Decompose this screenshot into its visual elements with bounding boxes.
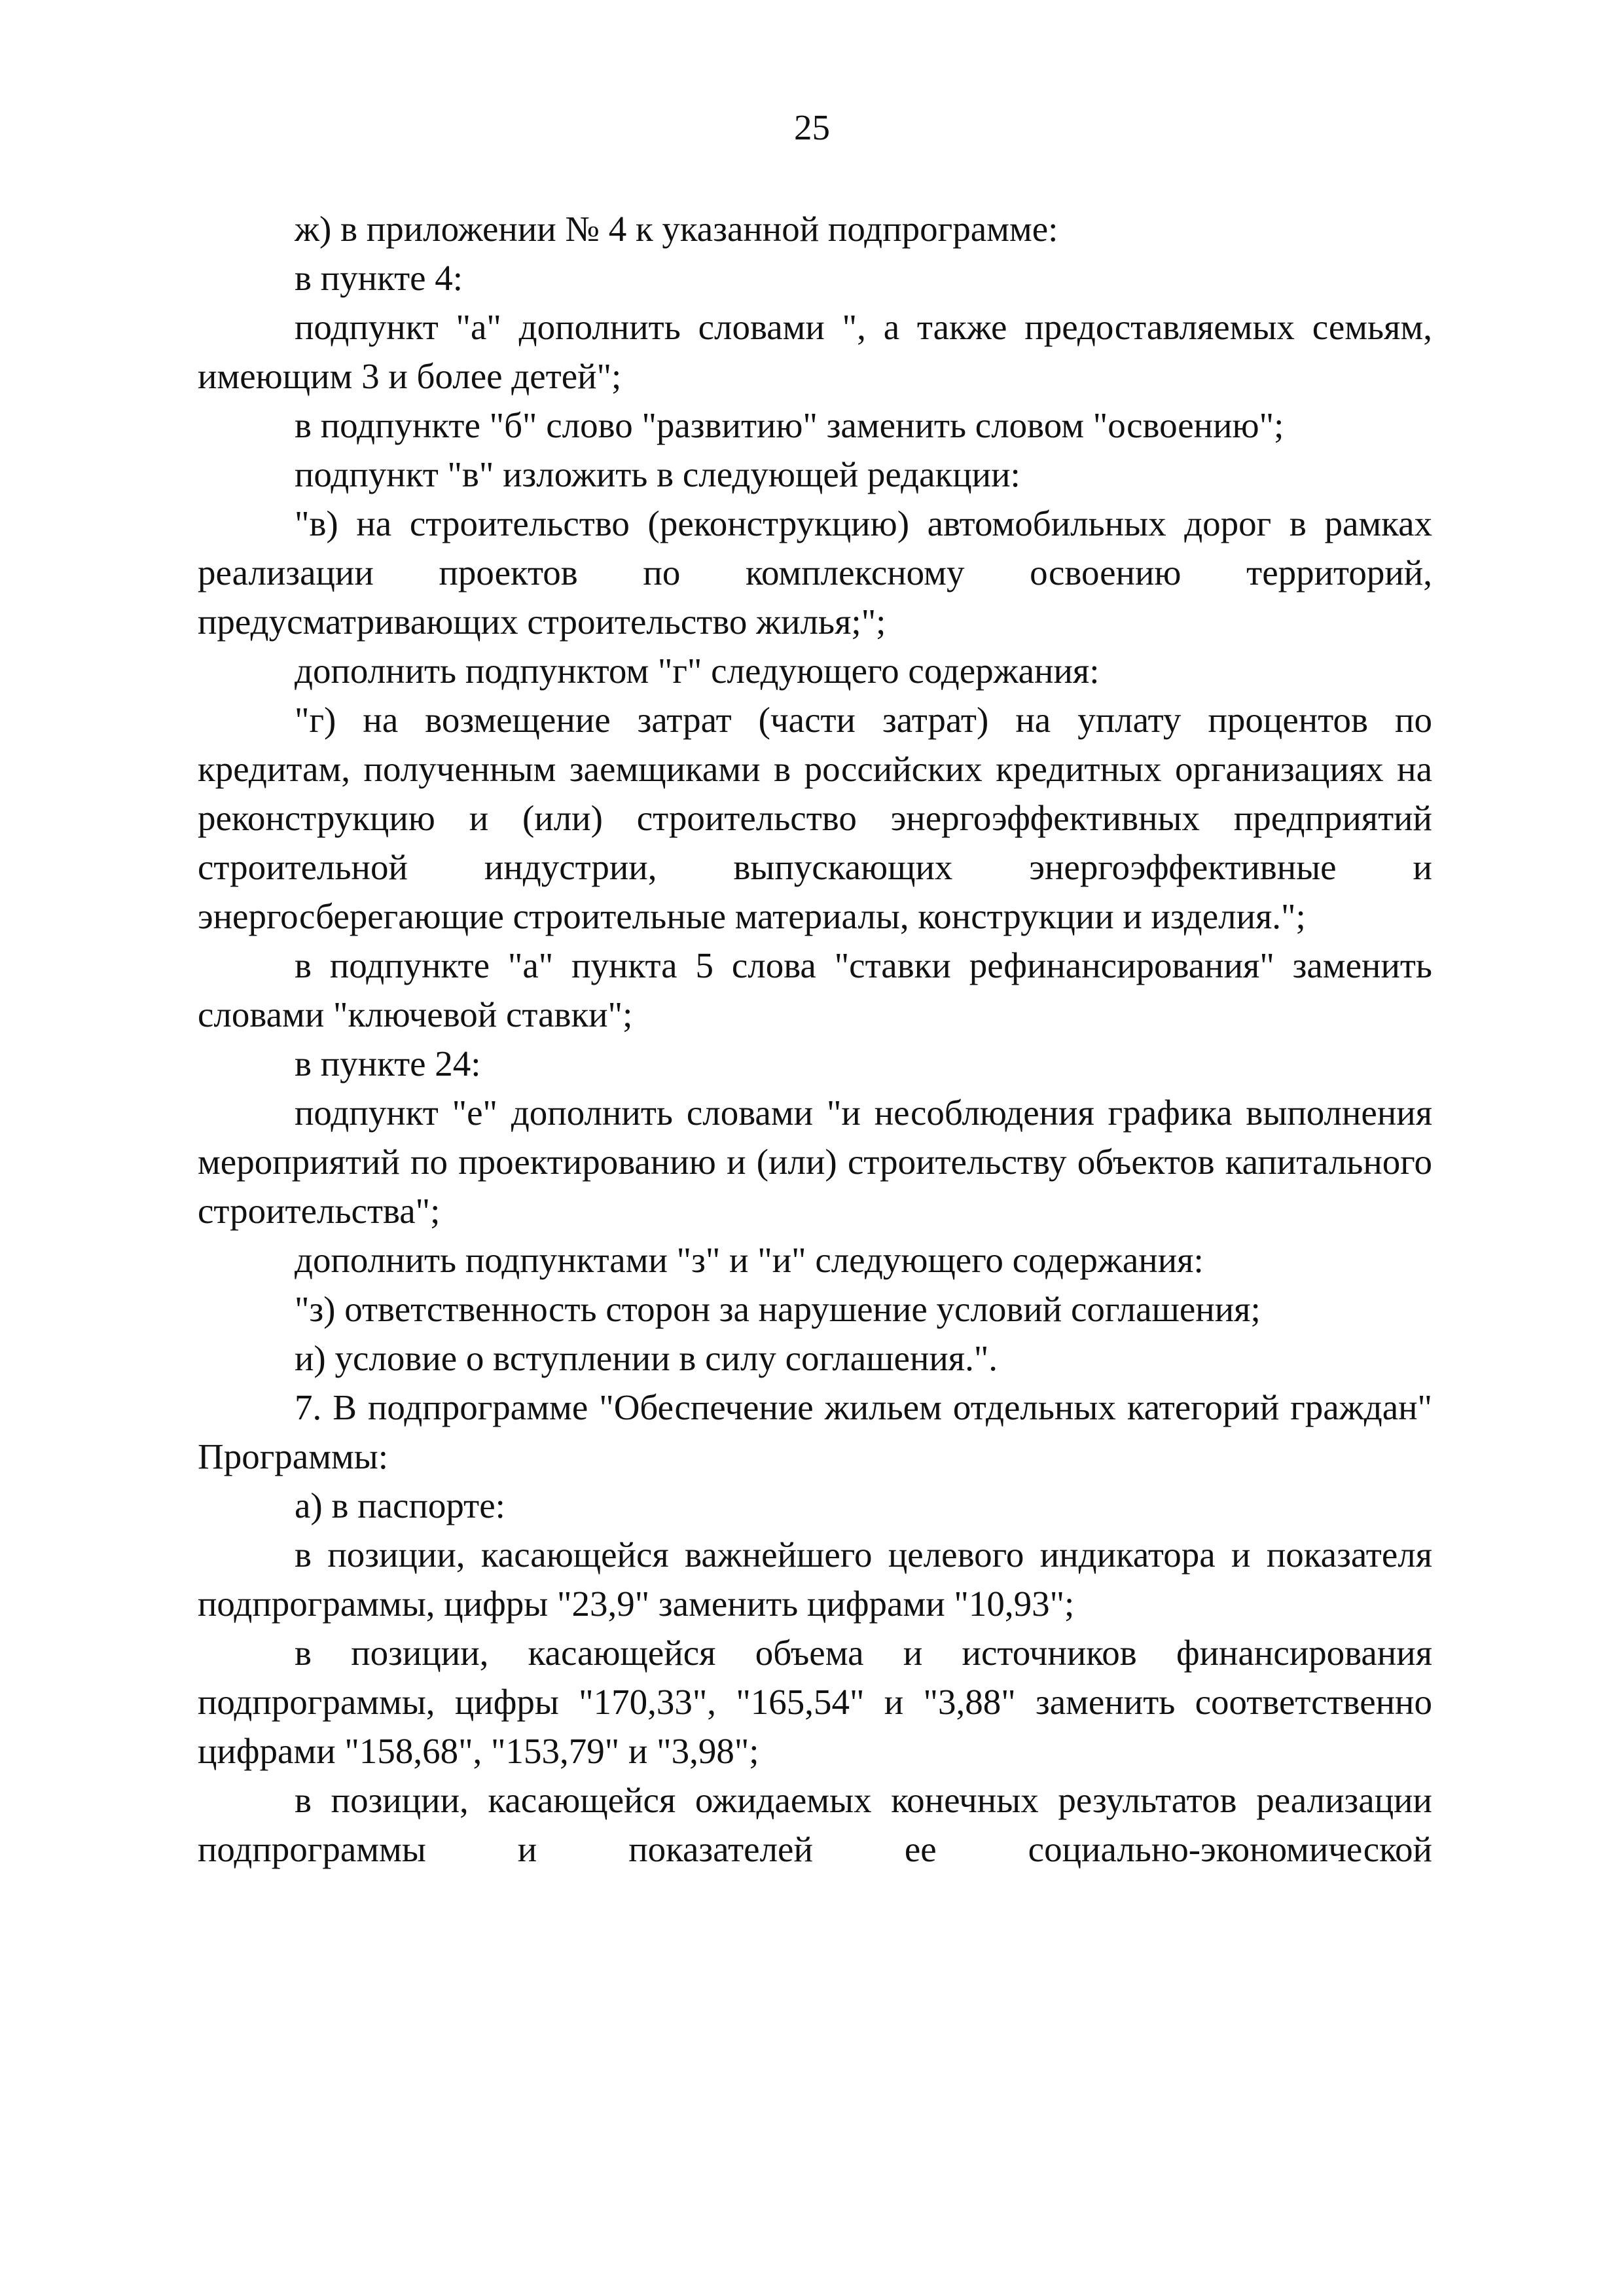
paragraph: "в) на строительство (реконструкцию) автомобильных дорог в рамках реализации проектов по комплексному освоению территорий, предусматривающих строительство жилья;"; (198, 503, 1432, 642)
paragraph: подпункт "е" дополнить словами "и несоблюдения графика выполнения мероприятий по проектированию и (или) строительству объектов капитального строительства"; (198, 1093, 1432, 1231)
paragraph: в позиции, касающейся ожидаемых конечных результатов реализации подпрограммы и показателей ее социально-экономической (198, 1780, 1432, 1869)
page-number: 25 (794, 107, 830, 147)
paragraph: подпункт "в" изложить в следующей редакции: (295, 454, 1020, 494)
paragraph: в позиции, касающейся важнейшего целевого индикатора и показателя подпрограммы, цифры "23,9" заменить цифрами "10,93"; (198, 1535, 1432, 1624)
paragraph: дополнить подпунктами "з" и "и" следующего содержания: (295, 1240, 1204, 1280)
paragraph: в пункте 4: (295, 258, 463, 298)
paragraph: 7. В подпрограмме "Обеспечение жильем отдельных категорий граждан" Программы: (198, 1387, 1432, 1476)
paragraph: в подпункте "б" слово "развитию" заменить словом "освоению"; (295, 405, 1284, 445)
paragraph: "г) на возмещение затрат (части затрат) на уплату процентов по кредитам, полученным заемщиками в российских кредитных организациях на реконструкцию и (или) строительство энергоэффективных предприятий строительной индустрии, выпускающих энергоэффективные и энергосберегающие строительные материалы, конструкции и изделия."; (198, 700, 1432, 936)
paragraph: и) условие о вступлении в силу соглашения.". (295, 1338, 998, 1378)
paragraph: а) в паспорте: (295, 1485, 505, 1525)
paragraph: подпункт "а" дополнить словами ", а также предоставляемых семьям, имеющим 3 и более детей"; (198, 307, 1432, 396)
paragraph: дополнить подпунктом "г" следующего содержания: (295, 651, 1100, 691)
paragraph: в пункте 24: (295, 1044, 481, 1084)
document-body (198, 204, 1432, 1874)
paragraph: ж) в приложении № 4 к указанной подпрограмме: (295, 209, 1058, 249)
paragraph: в позиции, касающейся объема и источников финансирования подпрограммы, цифры "170,33", "165,54" и "3,88" заменить соответственно цифрами "158,68", "153,79" и "3,98"; (198, 1633, 1432, 1771)
paragraph: "з) ответственность сторон за нарушение условий соглашения; (295, 1289, 1261, 1329)
paragraph: в подпункте "а" пункта 5 слова "ставки рефинансирования" заменить словами "ключевой ставки"; (198, 945, 1432, 1034)
